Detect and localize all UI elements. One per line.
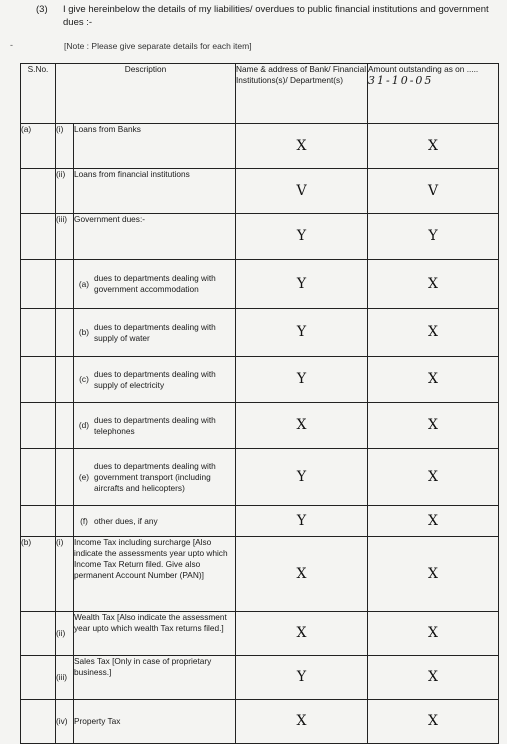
row-sub [56,449,74,506]
row-sub-label: (e) [78,471,90,482]
row-sno [21,309,56,357]
row-sub [56,309,74,357]
table-row [21,214,499,260]
intro-text: I give hereinbelow the details of my liabilities/ overdues to public financial institutions and government dues :- [63,4,489,28]
row-amount-mark: X [368,124,499,169]
row-amount-mark: X [368,260,499,309]
stray-mark: - [10,40,13,50]
row-sno [21,656,56,700]
row-amount-mark: X [368,309,499,357]
row-sub: (ii) [56,169,74,214]
table-row [21,700,499,744]
row-amount-mark: X [368,506,499,537]
row-sno [21,357,56,403]
table-row [21,403,499,449]
row-text: dues to departments dealing with government transport (including aircrafts and helicopters) [94,460,216,493]
row-sub-label: (d) [78,420,90,430]
row-bank-mark: Y [236,449,368,506]
row-sub [56,357,74,403]
row-sno [21,403,56,449]
row-amount-mark: Y [368,214,499,260]
row-sno: (b) [21,537,56,612]
row-sno: (a) [21,124,56,169]
row-bank-mark: Y [236,309,368,357]
row-sno [21,169,56,214]
row-bank-mark: Y [236,260,368,309]
table-row [21,449,499,506]
row-sub [56,260,74,309]
row-amount-mark: X [368,403,499,449]
row-sub-label: (f) [80,515,88,526]
row-sno [21,214,56,260]
table-row [21,309,499,357]
row-sub: (iii) [56,656,74,700]
row-bank-mark: X [236,700,368,744]
row-text: dues to departments dealing with government accommodation [94,273,216,294]
row-sno [21,449,56,506]
row-description [74,403,236,449]
table-row [21,260,499,309]
row-description [74,449,236,506]
row-bank-mark: V [236,169,368,214]
header-description: Description [56,64,236,124]
row-text: other dues, if any [94,515,158,526]
row-amount-mark: X [368,357,499,403]
row-amount-mark: X [368,537,499,612]
header-amount [368,64,499,124]
row-sub-label: (a) [78,278,90,289]
row-sno [21,612,56,656]
liabilities-table [20,63,499,744]
row-sub: (ii) [56,612,74,656]
row-amount-mark: X [368,449,499,506]
table-row [21,357,499,403]
row-sno [21,700,56,744]
row-description: Loans from Banks [74,124,236,169]
row-bank-mark: X [236,537,368,612]
row-sub [56,403,74,449]
row-bank-mark: Y [236,214,368,260]
row-description: Loans from financial institutions [74,169,236,214]
table-row [21,169,499,214]
row-sub: (iv) [56,700,74,744]
row-description: Government dues:- [74,214,236,260]
table-row [21,612,499,656]
row-description [74,309,236,357]
row-sub [56,506,74,537]
table-row [21,506,499,537]
row-bank-mark: Y [236,656,368,700]
row-amount-mark: X [368,612,499,656]
table-row [21,656,499,700]
row-description [74,506,236,537]
row-amount-mark: X [368,700,499,744]
row-amount-mark: X [368,656,499,700]
table-row [21,537,499,612]
row-description: Wealth Tax [Also indicate the assessment year upto which wealth Tax returns filed.] [74,612,236,656]
row-text: dues to departments dealing with telephones [94,414,216,436]
row-description [74,260,236,309]
row-description [74,357,236,403]
table-row [21,124,499,169]
row-sno [21,506,56,537]
row-text: dues to departments dealing with supply of electricity [94,368,216,390]
section-number: (3) [36,4,48,15]
row-bank-mark: Y [236,506,368,537]
header-row [21,64,499,124]
header-sno: S.No. [21,64,56,124]
note-text: [Note : Please give separate details for each item] [64,41,252,51]
row-bank-mark: Y [236,357,368,403]
row-amount-mark: V [368,169,499,214]
row-sno [21,260,56,309]
row-bank-mark: X [236,124,368,169]
row-sub: (i) [56,537,74,612]
row-text: dues to departments dealing with supply of water [94,321,216,343]
header-bank: Name & address of Bank/ Financial Institutions(s)/ Department(s) [236,64,368,124]
row-description: Property Tax [74,700,236,744]
row-description: Income Tax including surcharge [Also indicate the assessments year upto which Income Tax Return filed. Give also permanent Account Number (PAN)] [74,537,236,612]
row-bank-mark: X [236,612,368,656]
header-amount-label: Amount outstanding as on ..... [368,64,479,74]
header-amount-date: 31-10-05 [368,74,434,87]
row-bank-mark: X [236,403,368,449]
row-sub: (i) [56,124,74,169]
row-sub: (iii) [56,214,74,260]
row-description: Sales Tax [Only in case of proprietary business.] [74,656,236,700]
row-sub-label: (b) [78,327,90,337]
row-sub-label: (c) [79,374,89,384]
